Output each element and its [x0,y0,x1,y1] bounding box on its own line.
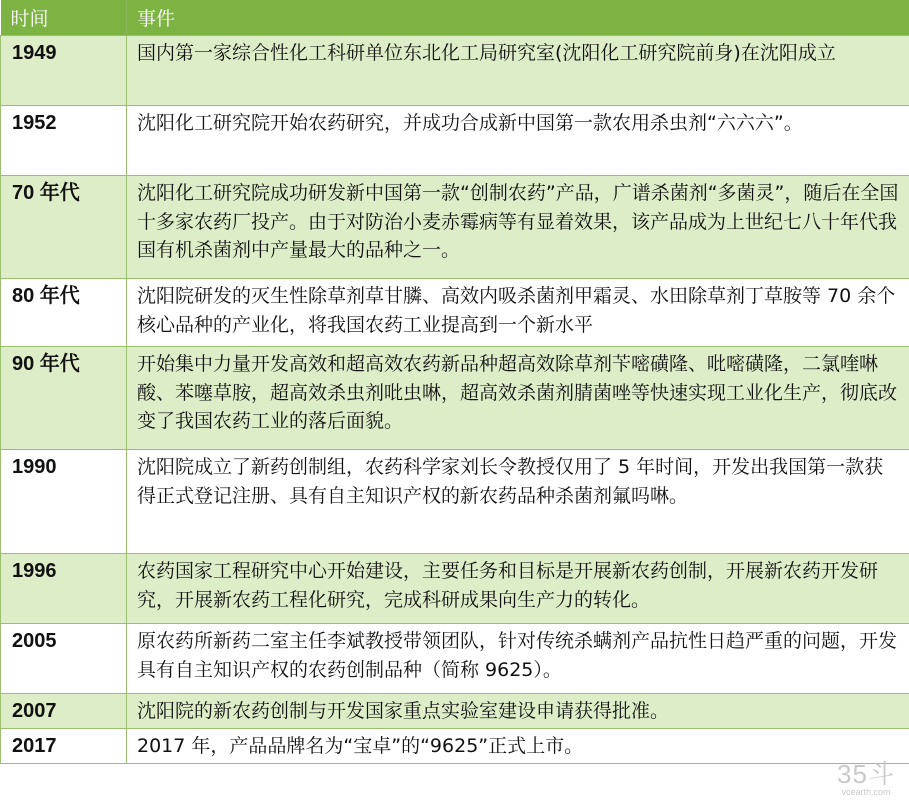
row-event: 沈阳化工研究院开始农药研究，并成功合成新中国第一款农用杀虫剂“六六六”。 [127,106,909,176]
row-year: 70 年代 [1,176,127,279]
row-year: 2005 [1,624,127,694]
row-event: 沈阳院成立了新药创制组，农药科学家刘长令教授仅用了 5 年时间，开发出我国第一款获得正式登记注册、具有自主知识产权的新农药品种杀菌剂氟吗啉。 [127,450,909,554]
table-row [1,279,909,347]
watermark-logo: 35斗 [837,759,895,789]
table-row [1,36,909,106]
table-row [1,176,909,279]
row-year: 90 年代 [1,347,127,450]
row-year: 80 年代 [1,279,127,347]
row-year: 2017 [1,729,127,764]
row-event: 沈阳化工研究院成功研发新中国第一款“创制农药”产品，广谱杀菌剂“多菌灵”，随后在全国十多家农药厂投产。由于对防治小麦赤霉病等有显着效果，该产品成为上世纪七八十年代我国有机杀菌剂中产量最大的品种之一。 [127,176,909,279]
table-row [1,347,909,450]
header-time: 时间 [1,0,127,36]
row-event: 沈阳院研发的灭生性除草剂草甘膦、高效内吸杀菌剂甲霜灵、水田除草剂丁草胺等 70 余个核心品种的产业化，将我国农药工业提高到一个新水平 [127,279,909,347]
row-year: 1996 [1,554,127,624]
header-event: 事件 [127,0,909,36]
row-event: 农药国家工程研究中心开始建设，主要任务和目标是开展新农药创制，开展新农药开发研究，开展新农药工程化研究，完成科研成果向生产力的转化。 [127,554,909,624]
table-row [1,106,909,176]
row-year: 1949 [1,36,127,106]
table-row [1,624,909,694]
row-event: 国内第一家综合性化工科研单位东北化工局研究室(沈阳化工研究院前身)在沈阳成立 [127,36,909,106]
row-event: 沈阳院的新农药创制与开发国家重点实验室建设申请获得批准。 [127,694,909,729]
watermark-url: vcearth.com [841,787,891,797]
table-row [1,694,909,729]
row-event: 原农药所新药二室主任李斌教授带领团队，针对传统杀螨剂产品抗性日趋严重的问题，开发具有自主知识产权的农药创制品种（简称 9625）。 [127,624,909,694]
row-year: 2007 [1,694,127,729]
table-row [1,450,909,554]
row-year: 1952 [1,106,127,176]
row-event: 开始集中力量开发高效和超高效农药新品种超高效除草剂苄嘧磺隆、吡嘧磺隆，二氯喹啉酸、苯噻草胺，超高效杀虫剂吡虫啉，超高效杀菌剂腈菌唑等快速实现工业化生产，彻底改变了我国农药工业的落后面貌。 [127,347,909,450]
table-row [1,554,909,624]
row-year: 1990 [1,450,127,554]
table-header-row [1,0,909,36]
watermark [831,761,901,797]
row-event: 2017 年，产品品牌名为“宝卓”的“9625”正式上市。 [127,729,909,764]
table-row [1,729,909,764]
